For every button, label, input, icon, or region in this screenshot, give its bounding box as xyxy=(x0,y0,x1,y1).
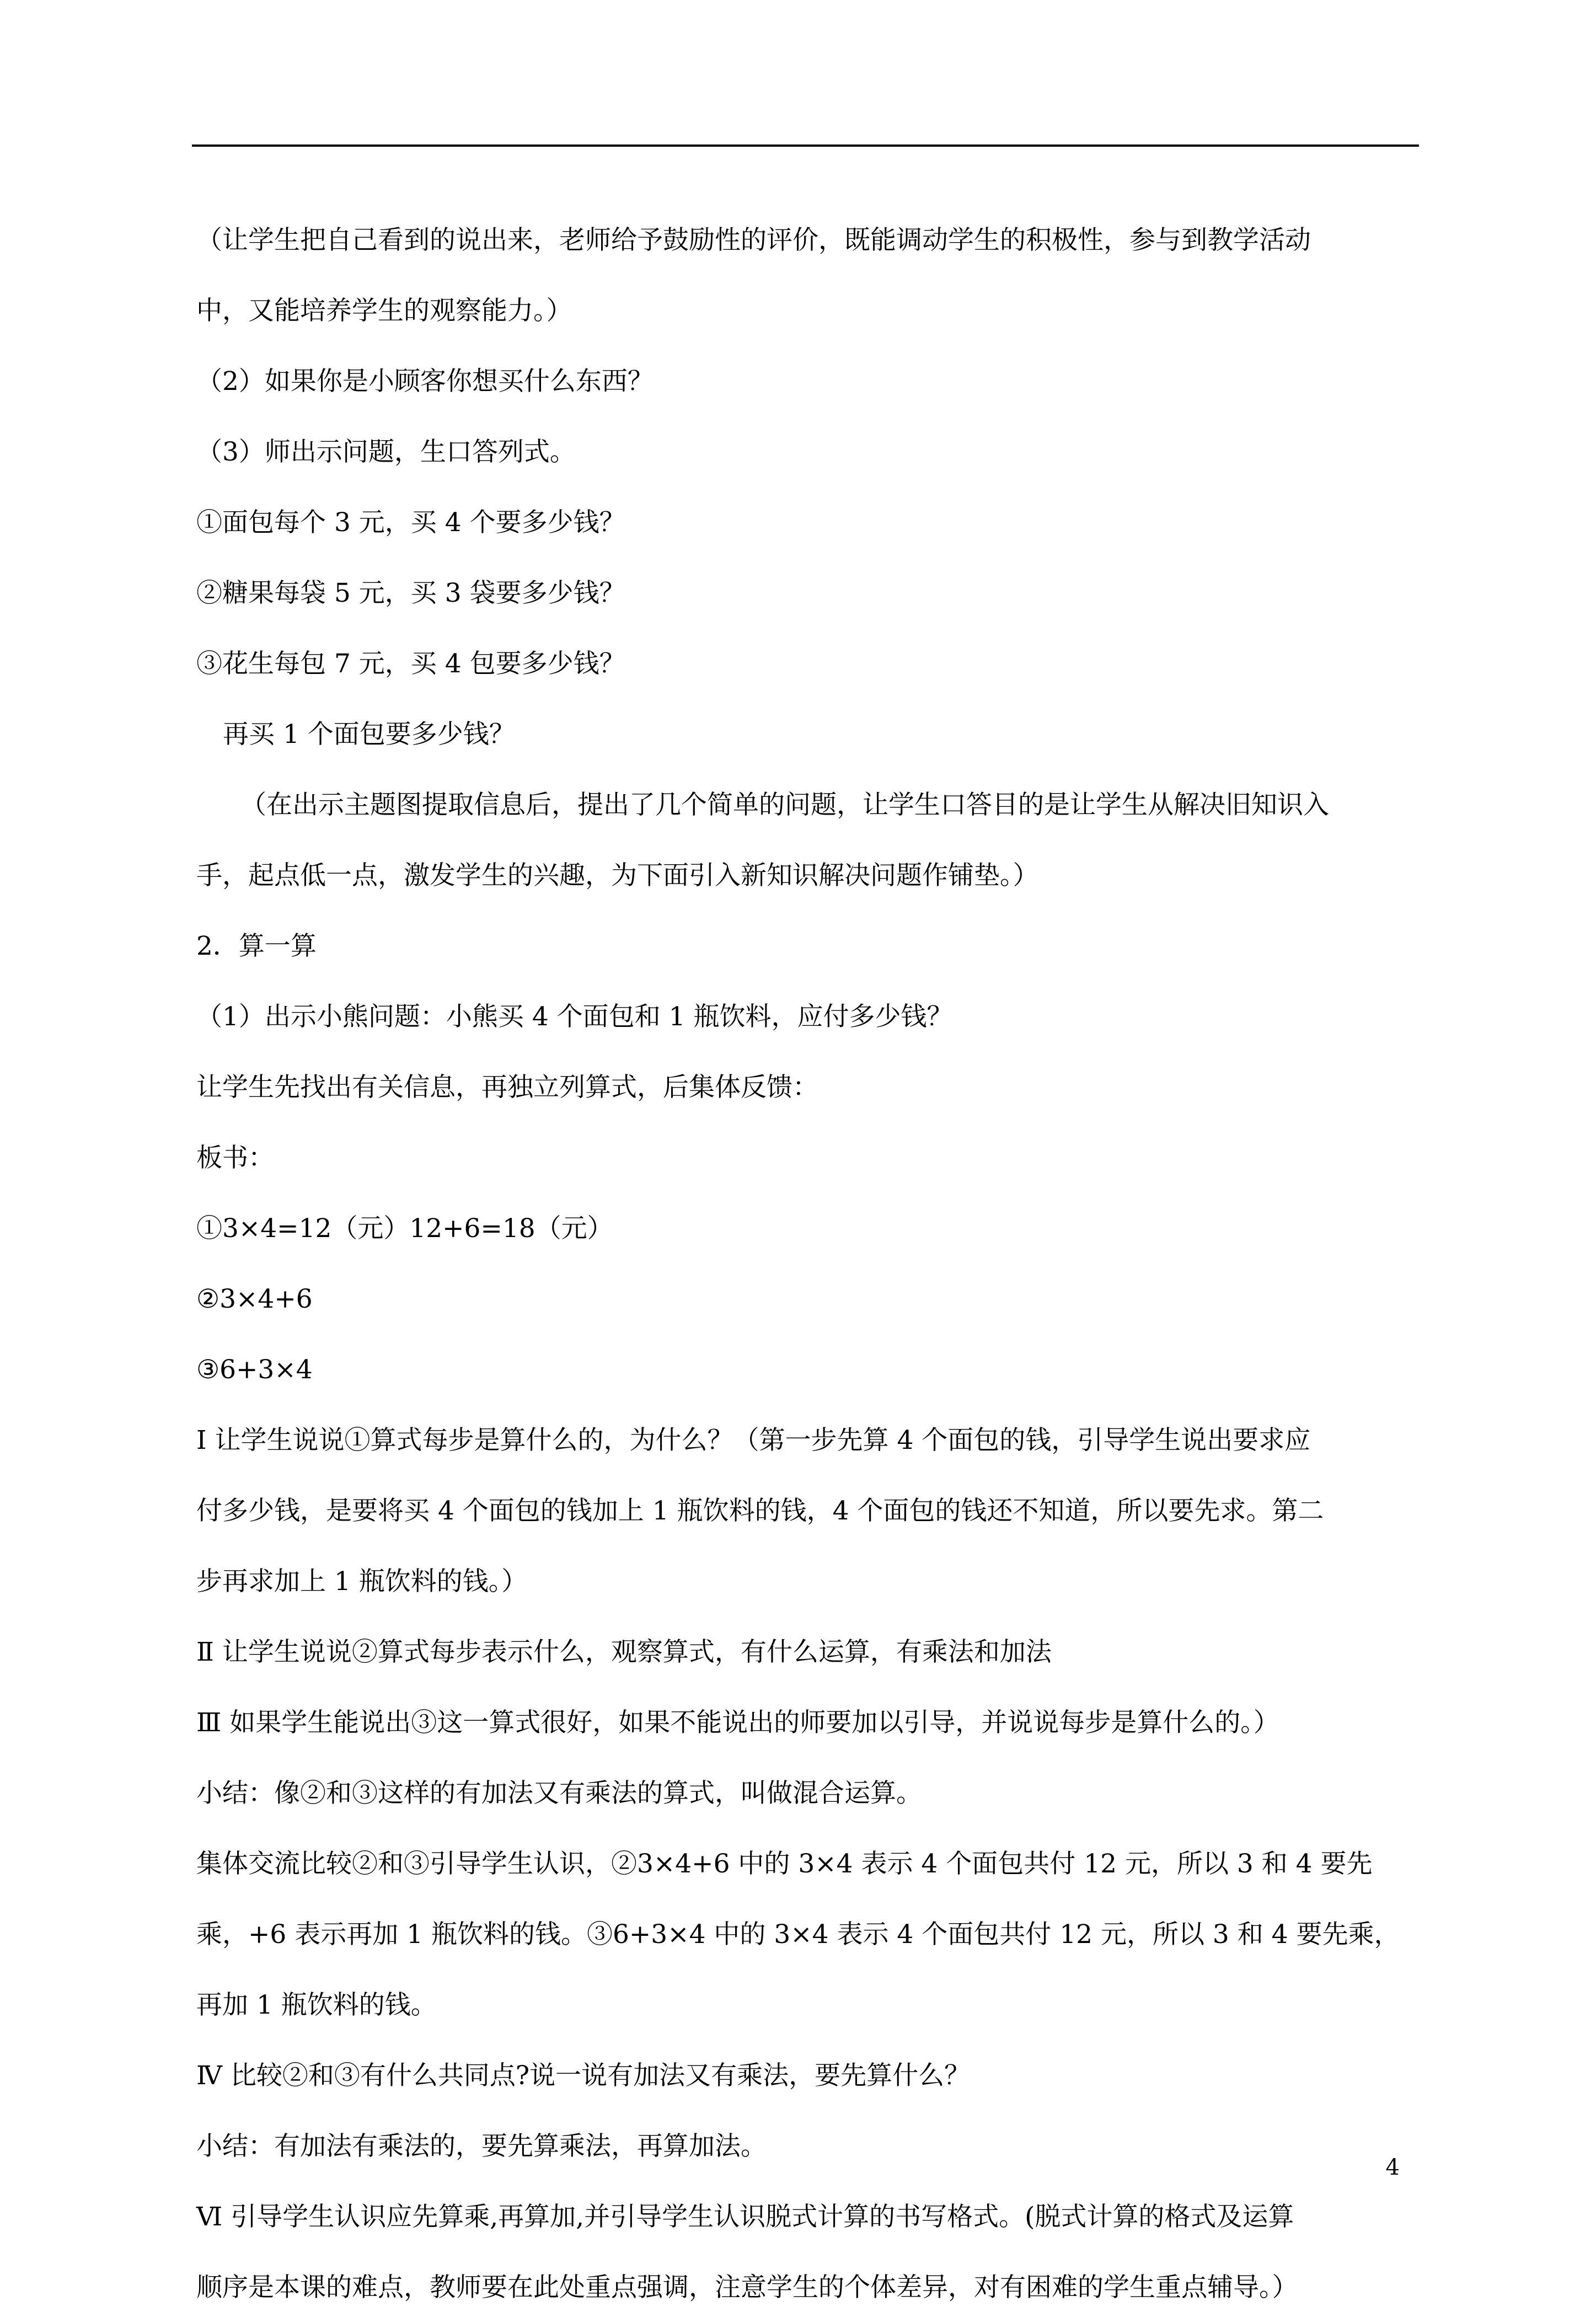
header-rule xyxy=(192,144,1419,147)
question-item: ③花生每包 7 元，买 4 包要多少钱？ xyxy=(196,649,625,679)
paragraph-line: 集体交流比较②和③引导学生认识，②3×4+6 中的 3×4 表示 4 个面包共付 12 元，所以 3 和 4 要先 xyxy=(196,1849,1373,1879)
paragraph-line: Ⅰ 让学生说说①算式每步是算什么的，为什么？（第一步先算 4 个面包的钱，引导学生说出要求应 xyxy=(196,1425,1311,1455)
paragraph-line: （在出示主题图提取信息后，提出了几个简单的问题，让学生口答目的是让学生从解决旧知识入 xyxy=(240,790,1329,820)
body-text xyxy=(196,205,1421,2323)
paragraph-line: 顺序是本课的难点，教师要在此处重点强调，注意学生的个体差异，对有困难的学生重点辅导。） xyxy=(196,2272,1298,2303)
question-item: ②糖果每袋 5 元，买 3 袋要多少钱？ xyxy=(196,578,625,608)
paragraph-line: Ⅵ 引导学生认识应先算乘,再算加,并引导学生认识脱式计算的书写格式。(脱式计算的格式及运算 xyxy=(196,2202,1294,2232)
paragraph-line: 步再求加上 1 瓶饮料的钱。） xyxy=(196,1566,528,1597)
paragraph-line: （1）出示小熊问题：小熊买 4 个面包和 1 瓶饮料，应付多少钱？ xyxy=(196,1002,953,1032)
paragraph-line: 让学生先找出有关信息，再独立列算式，后集体反馈： xyxy=(196,1072,818,1102)
formula-item: ①3×4=12（元）12+6=18（元） xyxy=(196,1213,613,1244)
paragraph-line: 小结：有加法有乘法的，要先算乘法，再算加法。 xyxy=(196,2131,767,2161)
paragraph-line: 付多少钱，是要将买 4 个面包的钱加上 1 瓶饮料的钱，4 个面包的钱还不知道，所以要先求。第二 xyxy=(196,1496,1324,1526)
paragraph-line: 板书： xyxy=(196,1143,274,1173)
paragraph-line: 中，又能培养学生的观察能力。） xyxy=(196,296,572,326)
formula-item: ②3×4+6 xyxy=(196,1284,313,1314)
paragraph-line: （让学生把自己看到的说出来，老师给予鼓励性的评价，既能调动学生的积极性，参与到教学活动 xyxy=(196,225,1311,255)
section-heading: 2．算一算 xyxy=(196,931,317,961)
paragraph-line: 再加 1 瓶饮料的钱。 xyxy=(196,1990,437,2020)
page-number: 4 xyxy=(1385,2155,1400,2180)
paragraph-line: 小结：像②和③这样的有加法又有乘法的算式，叫做混合运算。 xyxy=(196,1778,922,1808)
paragraph-line: Ⅲ 如果学生能说出③这一算式很好，如果不能说出的师要加以引导，并说说每步是算什么的。） xyxy=(196,1708,1279,1738)
paragraph-line: Ⅱ 让学生说说②算式每步表示什么，观察算式，有什么运算，有乘法和加法 xyxy=(196,1637,1052,1667)
formula-item: ③6+3×4 xyxy=(196,1355,313,1385)
paragraph-line: （3）师出示问题，生口答列式。 xyxy=(196,437,576,467)
question-item: 再买 1 个面包要多少钱？ xyxy=(223,719,515,750)
paragraph-line: Ⅳ 比较②和③有什么共同点?说一说有加法又有乘法，要先算什么？ xyxy=(196,2060,971,2091)
question-item: ①面包每个 3 元，买 4 个要多少钱？ xyxy=(196,507,625,538)
paragraph-line: （2）如果你是小顾客你想买什么东西？ xyxy=(196,366,654,397)
paragraph-line: 手，起点低一点，激发学生的兴趣，为下面引入新知识解决问题作铺垫。） xyxy=(196,860,1039,891)
paragraph-line: 乘，+6 表示再加 1 瓶饮料的钱。③6+3×4 中的 3×4 表示 4 个面包共付 12 元，所以 3 和 4 要先乘， xyxy=(196,1919,1400,1950)
